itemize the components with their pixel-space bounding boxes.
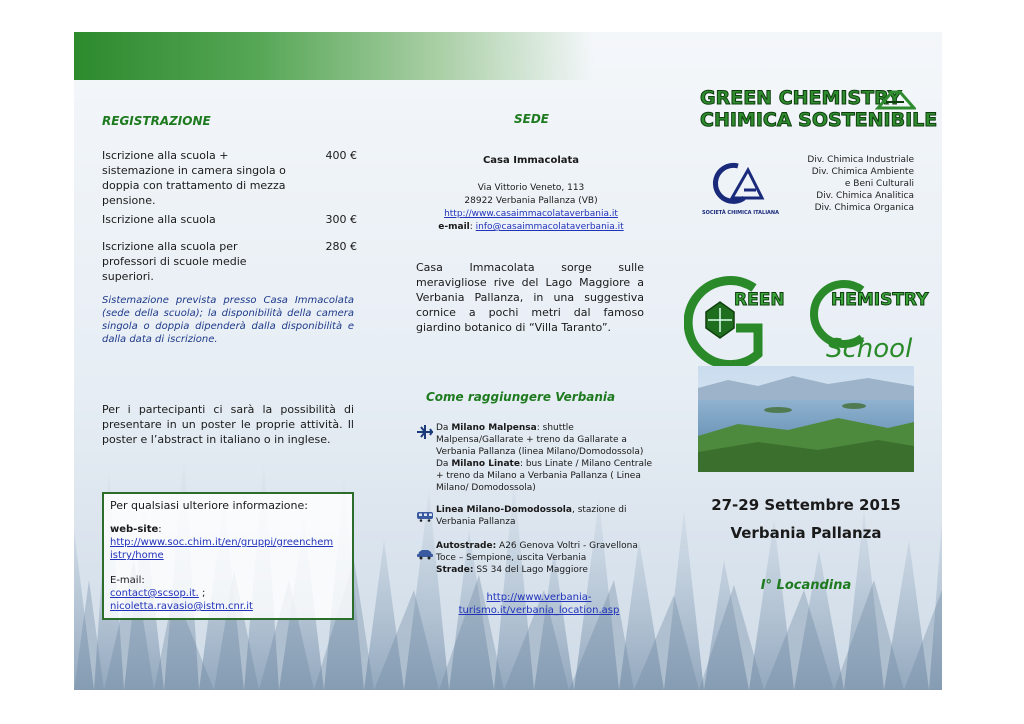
route-line: + treno da Milano a Verbania Pallanza ( Linea: [436, 471, 641, 481]
division-item: Div. Chimica Ambiente: [811, 167, 914, 177]
text-bold: Linea Milano-Domodossola: [436, 505, 572, 515]
email-link-1[interactable]: contact@scsop.it.: [110, 588, 199, 599]
route-line: [436, 564, 656, 576]
text: , stazione di: [571, 505, 627, 515]
fee-row: [102, 212, 357, 230]
text: Da: [436, 459, 452, 469]
brochure-page: [74, 32, 942, 690]
tourism-link[interactable]: http://www.verbania-: [486, 592, 592, 603]
fee-label: Iscrizione alla scuola: [102, 213, 216, 226]
division-item: Div. Chimica Organica: [814, 203, 914, 213]
text-bold: Autostrade:: [436, 541, 497, 551]
email-separator: ;: [198, 588, 206, 599]
school-logo-reen: REEN: [734, 290, 785, 310]
fee-label: Iscrizione alla scuola + sistemazione in camera singola o doppia con trattamento di mezza pensione.: [102, 149, 286, 207]
event-dates: 27-29 Settembre 2015: [711, 496, 901, 514]
fee-price: 300 €: [325, 213, 357, 226]
route-line: Verbania Pallanza: [436, 517, 516, 527]
plane-icon: [416, 424, 434, 440]
edition-label: I° Locandina: [760, 578, 852, 593]
train-icon: [416, 510, 434, 522]
email-line: [110, 587, 346, 600]
venue-name: Casa Immacolata: [482, 155, 580, 166]
event-place: Verbania Pallanza: [730, 524, 882, 542]
website-label: web-site: [110, 524, 159, 535]
route-car: [436, 540, 656, 576]
text: A26 Genova Voltri - Gravellona: [496, 541, 638, 551]
venue-address-2: 28922 Verbania Pallanza (VB): [464, 196, 598, 206]
fee-price: 400 €: [325, 149, 357, 162]
logo-chimica-sostenibile: CHIMICA SOSTENIBILE: [700, 109, 938, 131]
logo-green-chemistry: GREEN CHEMISTRY: [700, 87, 902, 109]
top-green-band: [74, 32, 594, 80]
text-bold: Milano Linate: [451, 459, 520, 469]
text: : bus Linate / Milano Centrale: [519, 459, 653, 469]
route-plane: [436, 422, 656, 494]
text: Da: [436, 423, 452, 433]
route-line: Malpensa/Gallarate + treno da Gallarate a: [436, 435, 627, 445]
contact-info-box: [102, 492, 354, 620]
society-label: SOCIETÀ CHIMICA ITALIANA: [702, 210, 779, 216]
route-line: Toce – Sempione, uscita Verbania: [436, 553, 587, 563]
text-bold: Strade:: [436, 565, 474, 575]
registration-title: REGISTRAZIONE: [102, 114, 211, 128]
text: SS 34 del Lago Maggiore: [473, 565, 588, 575]
fee-row: [102, 239, 357, 283]
website-link[interactable]: http://www.soc.chim.it/en/gruppi/greenchem: [110, 537, 334, 548]
venue-email-line: [416, 221, 646, 233]
website-colon: :: [158, 524, 162, 535]
text: : shuttle: [536, 423, 574, 433]
school-logo-word: School: [826, 334, 913, 364]
venue-email-colon: :: [469, 222, 476, 232]
route-line: [436, 458, 656, 470]
venue-email-label: e-mail: [438, 222, 470, 232]
route-line: [436, 422, 656, 434]
society-logo: [704, 162, 774, 208]
email-link-2[interactable]: nicoletta.ravasio@istm.cnr.it: [110, 601, 253, 612]
route-train: [436, 504, 656, 528]
venue-description: Casa Immacolata sorge sulle meravigliose rive del Lago Maggiore a Verbania Pallanza, in una suggestiva cornice a pochi metri dal famoso giardino botanico di “Villa Taranto”.: [416, 261, 644, 334]
fee-label: Iscrizione alla scuola per professori di scuole medie superiori.: [102, 240, 247, 283]
venue-address-1: Via Vittorio Veneto, 113: [477, 183, 585, 193]
route-line: [436, 540, 656, 552]
sede-title: SEDE: [514, 112, 549, 126]
route-line: Verbania Pallanza (linea Milano/Domodossola): [436, 447, 644, 457]
tourism-link-cont[interactable]: turismo.it/verbania_location.asp: [458, 605, 620, 616]
how-to-reach-title: Come raggiungere Verbania: [426, 390, 616, 404]
lake-photo: [698, 366, 914, 472]
email-label: E-mail:: [110, 575, 145, 586]
car-icon: [416, 548, 434, 560]
venue-website-link[interactable]: http://www.casaimmacolataverbania.it: [444, 209, 618, 219]
division-item: Div. Chimica Analitica: [816, 191, 914, 201]
accommodation-note: Sistemazione prevista presso Casa Immacolata (sede della scuola); la disponibilità della camera singola o doppia dipenderà dalla disponibilità e dalla data di iscrizione.: [102, 295, 354, 345]
route-line: Milano/ Domodossola): [436, 483, 536, 493]
divisions-list: [774, 154, 914, 214]
info-intro: Per qualsiasi ulteriore informazione:: [110, 499, 308, 512]
venue-email-link[interactable]: info@casaimmacolataverbania.it: [475, 222, 624, 232]
logo-flask-icon: [874, 88, 916, 110]
poster-text: Per i partecipanti ci sarà la possibilità di presentare in un poster le proprie attività. Il poster e l’abstract in italiano o in inglese.: [102, 403, 354, 446]
website-link-cont[interactable]: istry/home: [110, 550, 164, 561]
division-item: e Beni Culturali: [844, 179, 914, 189]
school-logo-hemistry: HEMISTRY: [831, 290, 929, 310]
website-line: [110, 523, 346, 536]
route-line: [436, 504, 656, 516]
fee-price: 280 €: [325, 240, 357, 253]
text-bold: Milano Malpensa: [451, 423, 537, 433]
division-item: Div. Chimica Industriale: [807, 155, 914, 165]
fee-row: [102, 148, 357, 210]
